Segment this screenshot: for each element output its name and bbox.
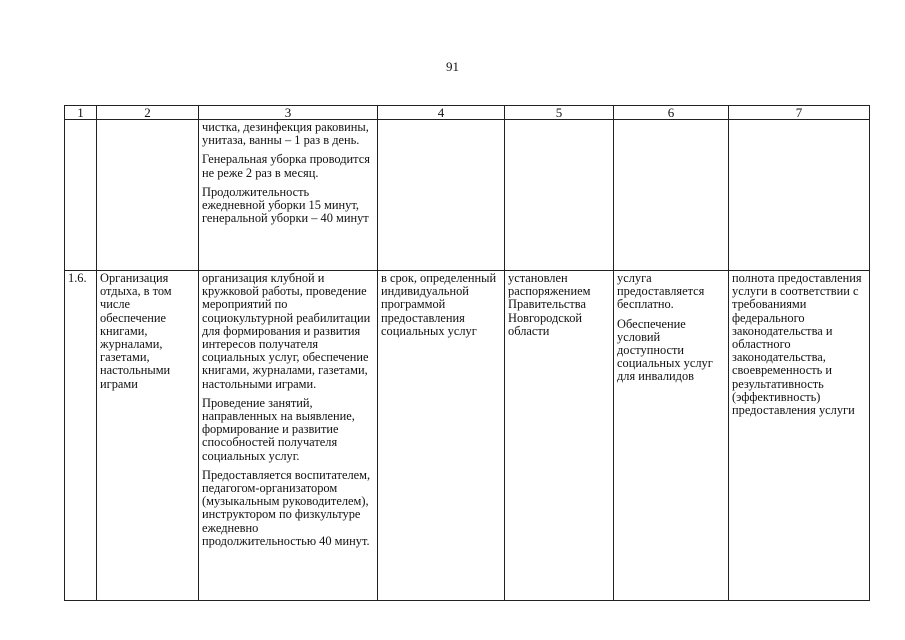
column-number: 4 xyxy=(378,106,505,120)
cell-paragraph: Обеспечение условий доступности социальных услуг для инвалидов xyxy=(617,316,713,384)
cell-paragraph: Продолжительность ежедневной уборки 15 минут, генеральной уборки – 40 минут xyxy=(202,184,369,226)
cell-paragraph: Генеральная уборка проводится не реже 2 раз в месяц. xyxy=(202,152,370,180)
column-number-row xyxy=(65,106,870,120)
service-description-cell xyxy=(199,271,378,601)
table-cell xyxy=(505,120,614,271)
table-cell xyxy=(614,120,729,271)
service-name-cell: Организация отдыха, в том числе обеспечение книгами, журналами, газетами, настольными играми xyxy=(97,271,199,601)
tariff-cell: установлен распоряжением Правительства Новгородской области xyxy=(505,271,614,601)
table-row xyxy=(65,120,870,271)
table-cell xyxy=(199,120,378,271)
table-row xyxy=(65,271,870,601)
service-term-cell: в срок, определенный индивидуальной программой предоставления социальных услуг xyxy=(378,271,505,601)
column-number: 5 xyxy=(505,106,614,120)
column-number: 7 xyxy=(729,106,870,120)
cell-paragraph: Предоставляется воспитателем, педагогом-организатором (музыкальным руководителем), инструктором по физкультуре ежедневно продолжительностью 40 минут. xyxy=(202,467,371,548)
cell-paragraph: услуга предоставляется бесплатно. xyxy=(617,271,705,312)
column-number: 2 xyxy=(97,106,199,120)
cell-paragraph: организация клубной и кружковой работы, проведение мероприятий по социокультурной реабилитации для формирования и развития интересов получателя социальных услуг, обеспечение книгами, журналами, газетами, настольными играми. xyxy=(202,271,371,391)
table-cell xyxy=(729,120,870,271)
column-number: 6 xyxy=(614,106,729,120)
column-number: 1 xyxy=(65,106,97,120)
row-number-cell: 1.6. xyxy=(65,271,97,601)
column-number: 3 xyxy=(199,106,378,120)
services-table xyxy=(64,105,870,601)
cell-paragraph: Проведение занятий, направленных на выявление, формирование и развитие способностей получателя социальных услуг. xyxy=(202,395,355,463)
table-cell xyxy=(378,120,505,271)
quality-indicators-cell: полнота предоставления услуги в соответствии с требованиями федерального законодательства и областного законодательства, своевременность и результативность (эффективность) предоставления услуги xyxy=(729,271,870,601)
table-cell xyxy=(97,120,199,271)
conditions-cell xyxy=(614,271,729,601)
cell-paragraph: чистка, дезинфекция раковины, унитаза, ванны – 1 раз в день. xyxy=(202,120,369,148)
table-cell xyxy=(65,120,97,271)
page-number: 91 xyxy=(446,59,459,74)
